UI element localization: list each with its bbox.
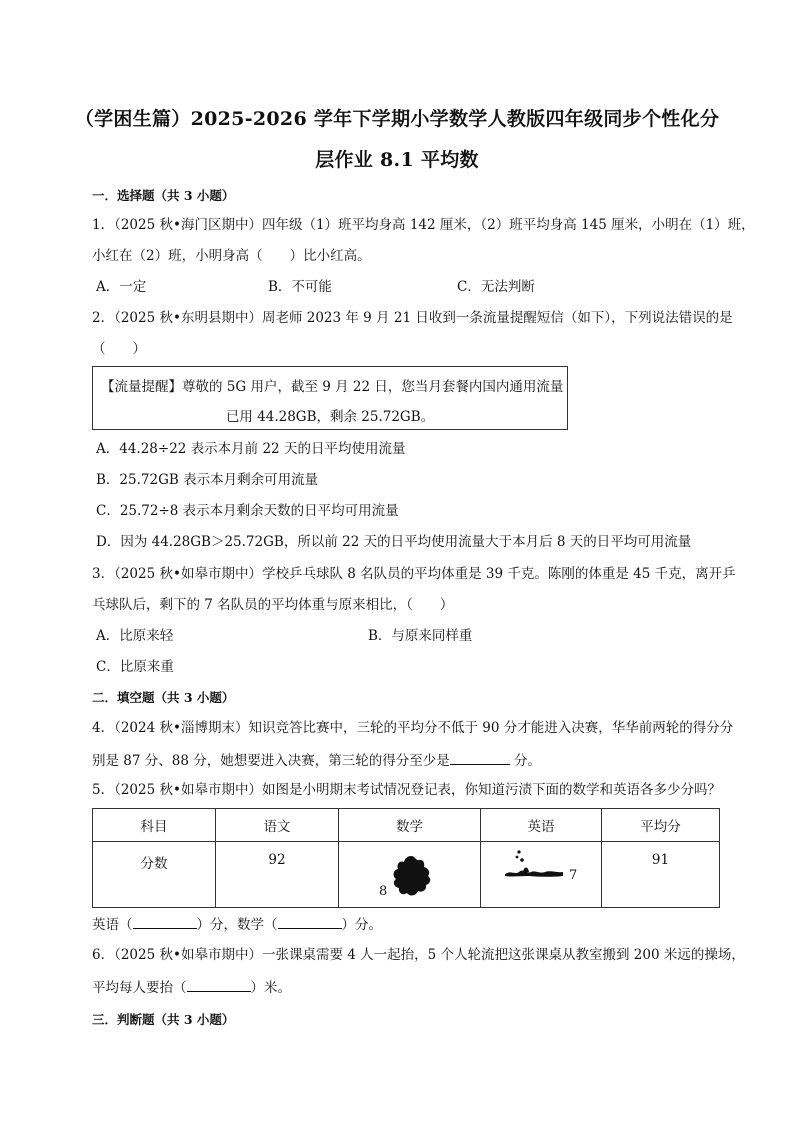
section-heading-fill: 二．填空题（共 3 小题）	[92, 690, 235, 705]
question-5-answer	[92, 914, 382, 934]
question-2-option-a: A．44.28÷22 表示本月前 22 天的日平均使用流量	[96, 441, 406, 457]
question-1-option-c: C．无法判断	[457, 279, 535, 295]
page-title-line1: （学困生篇）2025-2026 学年下学期小学数学人教版四年级同步个性化分	[74, 108, 720, 130]
table-header-row	[93, 809, 720, 842]
question-4-text-pre: 别是 87 分、88 分，她想要进入决赛，第三轮的得分至少是	[92, 753, 450, 769]
answer-blank-english[interactable]	[133, 914, 197, 929]
question-3-option-b: B．与原来同样重	[368, 628, 473, 644]
ink-stain-blot	[389, 854, 433, 898]
table-cell-chinese: 92	[216, 842, 339, 908]
question-2-option-d: D．因为 44.28GB＞25.72GB，所以前 22 天的日平均使用流量大于本月后 8 天的日平均可用流量	[96, 534, 692, 550]
question-4-text-cont	[92, 750, 541, 770]
question-2-option-b: B．25.72GB 表示本月剩余可用流量	[96, 472, 319, 488]
question-2-text-cont: （ ）	[92, 341, 146, 357]
question-1-text: 1．（2025 秋•海门区期中）四年级（1）班平均身高 142 厘米，（2）班平均身高 145 厘米，小明在（1）班，	[92, 217, 755, 233]
table-header-cell: 平均分	[602, 809, 720, 842]
question-1-option-b: B．不可能	[268, 279, 332, 295]
table-header-cell: 英语	[481, 809, 602, 842]
question-4-text: 4．（2024 秋•淄博期末）知识竞答比赛中，三轮的平均分不低于 90 分才能进入决赛，华华前两轮的得分分	[92, 720, 734, 736]
question-2-text: 2．（2025 秋•东明县期中）周老师 2023 年 9 月 21 日收到一条流量提醒短信（如下），下列说法错误的是	[92, 310, 733, 326]
sms-notice-line1: 【流量提醒】尊敬的 5G 用户，截至 9 月 22 日，您当月套餐内国内通用流量	[101, 379, 564, 395]
question-6-text: 6．（2025 秋•如皋市期中）一张课桌需要 4 人一起抬，5 个人轮流把这张课桌从教室搬到 200 米远的操场，	[92, 947, 745, 963]
answer-blank-math[interactable]	[278, 914, 342, 929]
answer-blank-q6[interactable]	[187, 977, 251, 992]
ink-stain-smear	[501, 848, 565, 882]
table-header-cell: 科目	[93, 809, 216, 842]
section-heading-choice: 一．选择题（共 3 小题）	[92, 188, 235, 203]
table-header-cell: 数学	[339, 809, 481, 842]
score-table	[92, 808, 720, 908]
answer-blank-q4[interactable]	[450, 750, 510, 765]
table-cell-average: 91	[602, 842, 720, 908]
sms-notice-line2: 已用 44.28GB，剩余 25.72GB。	[225, 409, 435, 425]
question-5-answer-a: 英语（	[92, 917, 133, 933]
question-4-text-post: 分。	[514, 753, 542, 769]
section-heading-judge: 三．判断题（共 3 小题）	[92, 1012, 235, 1027]
math-visible-digit: 8	[379, 884, 388, 899]
table-cell-math	[339, 842, 481, 908]
question-6-text-pre: 平均每人要抬（	[92, 980, 187, 996]
question-3-text: 3．（2025 秋•如皋市期中）学校乒乓球队 8 名队员的平均体重是 39 千克。陈刚的体重是 45 千克，离开乒	[92, 566, 736, 582]
table-cell-english	[481, 842, 602, 908]
question-6-text-cont	[92, 977, 291, 997]
question-5-answer-b: ）分，数学（	[196, 917, 278, 933]
question-3-text-cont: 乓球队后，剩下的 7 名队员的平均体重与原来相比，（ ）	[92, 597, 454, 613]
table-cell-label: 分数	[93, 842, 216, 908]
question-5-answer-c: ）分。	[341, 917, 382, 933]
question-2-option-c: C．25.72÷8 表示本月剩余天数的日平均可用流量	[96, 503, 399, 519]
page-title-line2: 层作业 8.1 平均数	[315, 149, 479, 171]
question-3-option-a: A．比原来轻	[96, 628, 174, 644]
table-row	[93, 842, 720, 908]
question-3-option-c: C．比原来重	[96, 659, 174, 675]
sms-notice-box	[92, 366, 568, 430]
table-header-cell: 语文	[216, 809, 339, 842]
question-1-option-a: A．一定	[96, 279, 147, 295]
question-6-text-post: ）米。	[250, 980, 291, 996]
english-visible-digit: 7	[569, 868, 578, 883]
question-1-text-cont: 小红在（2）班，小明身高（ ）比小红高。	[92, 248, 371, 264]
question-5-text: 5．（2025 秋•如皋市期中）如图是小明期末考试情况登记表，你知道污渍下面的数学和英语各多少分吗？	[92, 782, 721, 798]
